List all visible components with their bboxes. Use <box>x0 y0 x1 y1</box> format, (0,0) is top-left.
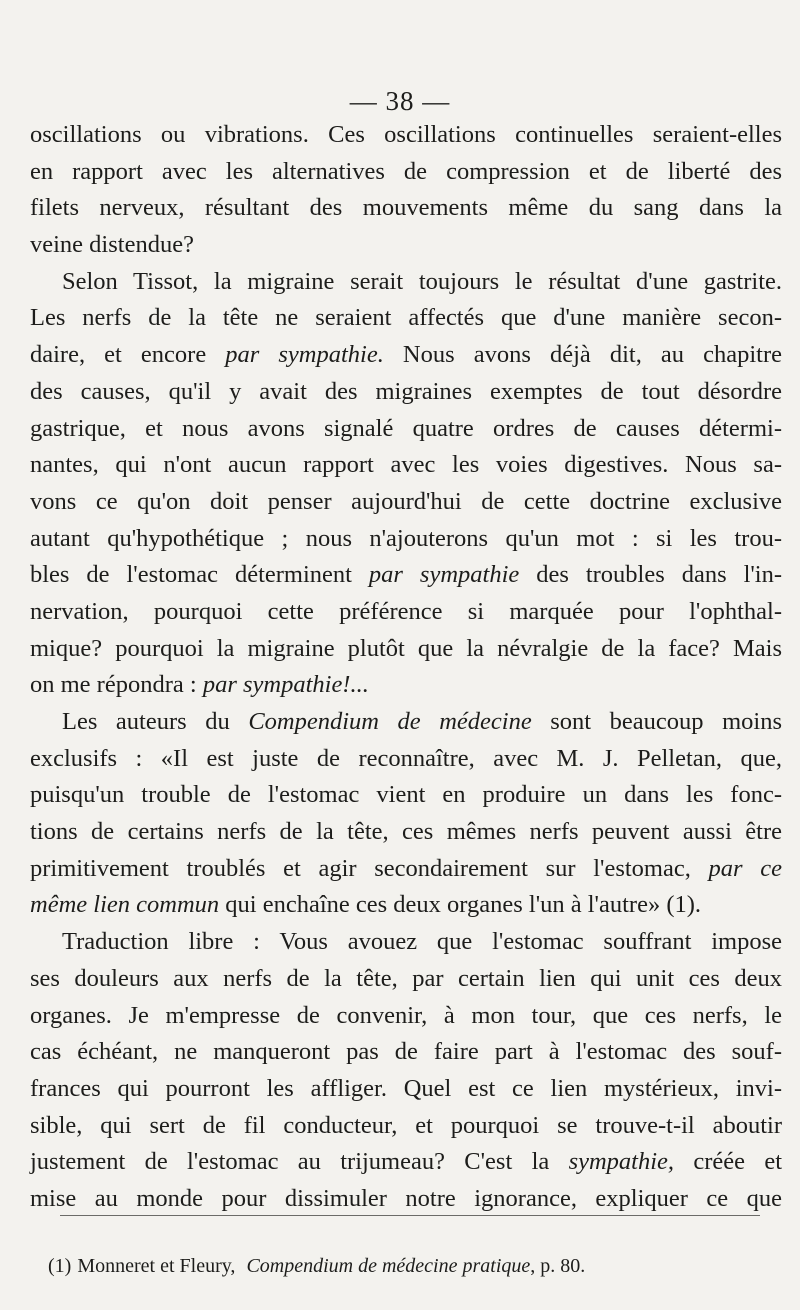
text-line: organes. Je m'empresse de convenir, à mon tour, que ces nerfs, le <box>30 1001 782 1029</box>
text-line: gastrique, et nous avons signalé quatre ordres de causes détermi- <box>30 414 782 442</box>
text-line: primitivement troublés et agir secondairement sur l'estomac, par ce <box>30 854 782 882</box>
footnote-divider <box>60 1215 760 1216</box>
text-line: justement de l'estomac au trijumeau? C'est la sympathie, créée et <box>30 1148 782 1176</box>
text-line: sible, qui sert de fil conducteur, et pourquoi se trouve-t-il aboutir <box>30 1111 782 1139</box>
text-line: tions de certains nerfs de la tête, ces mêmes nerfs peuvent aussi être <box>30 818 782 846</box>
text-line: filets nerveux, résultant des mouvements même du sang dans la <box>30 194 782 222</box>
text-line: vons ce qu'on doit penser aujourd'hui de cette doctrine exclusive <box>30 487 782 515</box>
text-line: Les auteurs du Compendium de médecine sont beaucoup moins <box>62 708 783 735</box>
footnote-page: , p. 80. <box>530 1255 586 1277</box>
text-line: oscillations ou vibrations. Ces oscillations continuelles seraient-elles <box>30 121 782 148</box>
text-line: cas échéant, ne manqueront pas de faire part à l'estomac des souf- <box>30 1038 782 1066</box>
body-text <box>30 117 782 1218</box>
text-line: nervation, pourquoi cette préférence si marquée pour l'ophthal- <box>30 597 782 625</box>
text-line: veine distendue? <box>30 231 194 259</box>
text-line: Les nerfs de la tête ne seraient affectés que d'une manière secon- <box>30 304 782 332</box>
text-line: Selon Tissot, la migraine serait toujours le résultat d'une gastrite. <box>62 267 782 295</box>
text-line: frances qui pourront les affliger. Quel est ce lien mystérieux, invi- <box>30 1074 782 1102</box>
footnote-text: Monneret et Fleury, <box>77 1255 241 1277</box>
text-line: bles de l'estomac déterminent par sympathie des troubles dans l'in- <box>30 561 783 589</box>
text-line: mique? pourquoi la migraine plutôt que la névralgie de la face? Mais <box>30 634 782 662</box>
text-line: en rapport avec les alternatives de compression et de liberté des <box>30 157 782 185</box>
text-line: daire, et encore par sympathie. Nous avons déjà dit, au chapitre <box>30 341 782 369</box>
footnote <box>48 1255 768 1278</box>
text-line: même lien commun qui enchaîne ces deux organes l'un à l'autre» (1). <box>30 891 702 919</box>
footnote-marker: (1) <box>48 1255 72 1277</box>
text-line: des causes, qu'il y avait des migraines exemptes de tout désordre <box>30 377 782 405</box>
text-line: nantes, qui n'ont aucun rapport avec les voies digestives. Nous sa- <box>30 451 782 479</box>
text-line: exclusifs : «Il est juste de reconnaître, avec M. J. Pelletan, que, <box>30 744 782 772</box>
text-line: on me répondra : par sympathie!... <box>30 671 369 699</box>
text-line: autant qu'hypothétique ; nous n'ajouterons qu'un mot : si les trou- <box>30 524 782 552</box>
text-line: Traduction libre : Vous avouez que l'estomac souffrant impose <box>62 928 782 956</box>
text-line: ses douleurs aux nerfs de la tête, par certain lien qui unit ces deux <box>30 964 782 992</box>
footnote-title: Compendium de médecine pratique <box>246 1255 531 1277</box>
page-number: — 38 — <box>349 86 451 116</box>
text-line: puisqu'un trouble de l'estomac vient en produire un dans les fonc- <box>30 781 782 809</box>
text-line: mise au monde pour dissimuler notre ignorance, expliquer ce que <box>30 1184 782 1212</box>
